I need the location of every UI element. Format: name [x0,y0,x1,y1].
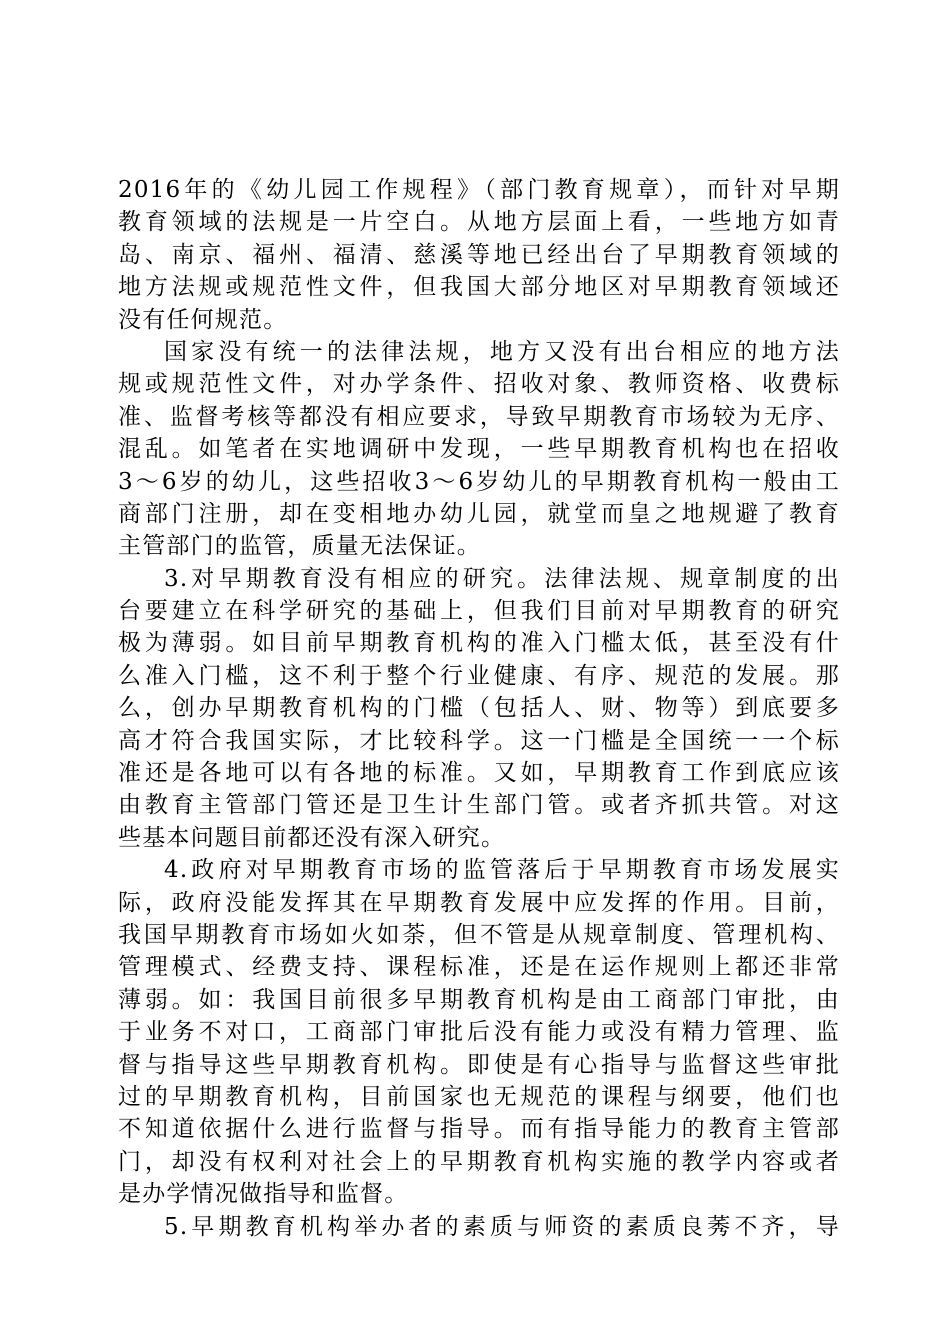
text-line: 地方法规或规范性文件，但我国大部分地区对早期教育领域还 [118,274,840,301]
text-line: 商部门注册，却在变相地办幼儿园，就堂而皇之地规避了教育 [118,500,840,527]
text-line: 台要建立在科学研究的基础上，但我们目前对早期教育的研究 [118,598,840,625]
text-line: 2016年的《幼儿园工作规程》（部门教育规章），而针对早期 [118,177,840,203]
text-line: 3.对早期教育没有相应的研究。法律法规、规章制度的出 [164,565,840,592]
text-line: 极为薄弱。如目前早期教育机构的准入门槛太低，甚至没有什 [118,630,840,657]
text-line: 岛、南京、福州、福清、慈溪等地已经出台了早期教育领域的 [118,241,840,268]
text-line: 不知道依据什么进行监督与指导。而有指导能力的教育主管部 [118,1116,840,1143]
text-line: 国家没有统一的法律法规，地方又没有出台相应的地方法 [164,338,840,365]
text-line: 么，创办早期教育机构的门槛（包括人、财、物等）到底要多 [118,695,840,722]
text-line: 准、监督考核等都没有相应要求，导致早期教育市场较为无序、 [118,403,840,430]
text-line: 5.早期教育机构举办者的素质与师资的素质良莠不齐，导 [164,1213,840,1240]
text-line: 3～6岁的幼儿，这些招收3～6岁幼儿的早期教育机构一般由工 [118,468,840,495]
text-line: 管理模式、经费支持、课程标准，还是在运作规则上都还非常 [118,954,840,981]
text-line: 些基本问题目前都还没有深入研究。 [118,824,506,851]
text-line: 么准入门槛，这不利于整个行业健康、有序、规范的发展。那 [118,662,840,689]
document-body [118,174,840,1243]
text-line: 教育领域的法规是一片空白。从地方层面上看，一些地方如青 [118,209,840,236]
text-line: 准还是各地可以有各地的标准。又如，早期教育工作到底应该 [118,760,840,787]
text-line: 过的早期教育机构，目前国家也无规范的课程与纲要，他们也 [118,1083,840,1110]
text-line: 督与指导这些早期教育机构。即使是有心指导与监督这些审批 [118,1051,840,1078]
text-line: 高才符合我国实际，才比较科学。这一门槛是全国统一一个标 [118,727,840,754]
text-line: 我国早期教育市场如火如荼，但不管是从规章制度、管理机构、 [118,921,840,948]
text-line: 主管部门的监管，质量无法保证。 [118,533,481,560]
text-line: 没有任何规范。 [118,306,288,333]
text-line: 混乱。如笔者在实地调研中发现，一些早期教育机构也在招收 [118,436,840,463]
text-line: 规或规范性文件，对办学条件、招收对象、教师资格、收费标 [118,371,840,398]
text-line: 由教育主管部门管还是卫生计生部门管。或者齐抓共管。对这 [118,792,840,819]
text-line: 门，却没有权利对社会上的早期教育机构实施的教学内容或者 [118,1148,840,1175]
text-line: 是办学情况做指导和监督。 [118,1181,409,1208]
text-line: 际，政府没能发挥其在早期教育发展中应发挥的作用。目前， [118,889,840,916]
text-line: 薄弱。如：我国目前很多早期教育机构是由工商部门审批，由 [118,986,840,1013]
text-line: 4.政府对早期教育市场的监管落后于早期教育市场发展实 [164,857,840,884]
text-line: 于业务不对口，工商部门审批后没有能力或没有精力管理、监 [118,1019,840,1046]
